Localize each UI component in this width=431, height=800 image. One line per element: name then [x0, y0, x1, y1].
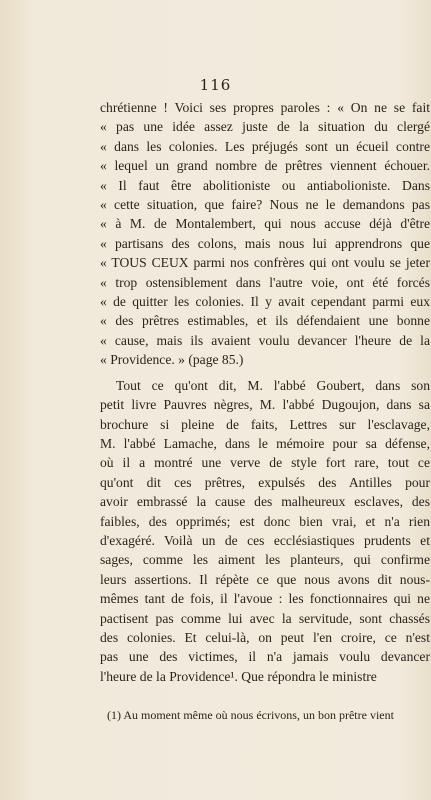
- text-line: petit livre Pauvres nègres, M. l'abbé Dugoujon, dans sa: [100, 397, 430, 413]
- text-line: pas une des victimes, il n'a jamais voulu devancer: [100, 649, 430, 665]
- text-line: « cause, mais ils avaient voulu devancer l'heure de la: [100, 332, 430, 348]
- text-line: « Il faut être abolitioniste ou antiabolioniste. Dans: [100, 177, 430, 193]
- text-line: « cette situation, que faire? Nous ne le demandons pas: [100, 197, 430, 213]
- text-line: « TOUS CEUX parmi nos confrères qui ont voulu se jeter: [100, 255, 430, 271]
- text-line: où il a montré une verve de style fort rare, tout ce: [100, 455, 430, 471]
- text-line: d'exagéré. Voilà un de ces ecclésiastiques prudents et: [100, 532, 430, 548]
- paragraph-2: [100, 376, 430, 687]
- text-line: sages, comme les aiment les planteurs, qui confirme: [100, 552, 430, 568]
- text-line: « dans les colonies. Les préjugés sont un écueil contre: [100, 138, 430, 154]
- body-text: [100, 98, 430, 686]
- paragraph-1: [100, 98, 430, 370]
- text-line: qu'ont dit ces prêtres, expulsés des Antilles pour: [100, 474, 430, 490]
- text-line: « des prêtres estimables, et ils défendaient une bonne: [100, 313, 430, 329]
- text-line: Tout ce qu'ont dit, M. l'abbé Goubert, dans son: [116, 377, 430, 393]
- text-line: « à M. de Montalembert, qui nous accuse déjà d'être: [100, 216, 430, 232]
- text-line: mêmes tant de fois, il l'avoue : les fonctionnaires qui ne: [100, 591, 430, 607]
- page-number: 116: [199, 76, 232, 94]
- text-line: « Providence. » (page 85.): [100, 352, 244, 368]
- text-line: « pas une idée assez juste de la situation du clergé: [100, 119, 430, 135]
- text-line: avoir embrassé la cause des malheureux esclaves, des: [100, 494, 430, 510]
- text-line: l'heure de la Providence¹. Que répondra le ministre: [100, 668, 377, 684]
- text-line: pactisent pas comme lui avec la servitude, sont chassés: [100, 610, 430, 626]
- text-line: faibles, des opprimés; est donc bien vrai, et n'a rien: [100, 513, 430, 529]
- footnote: (1) Au moment même où nous écrivons, un bon prêtre vient: [107, 708, 394, 722]
- text-line: des colonies. Et celui-là, on peut l'en croire, ce n'est: [100, 629, 430, 645]
- text-line: « de quitter les colonies. Il y avait cependant parmi eux: [100, 294, 430, 310]
- text-line: « partisans des colons, mais nous lui apprendrons que: [100, 235, 430, 251]
- text-line: M. l'abbé Lamache, dans le mémoire pour sa défense,: [100, 435, 430, 451]
- text-line: leurs assertions. Il répète ce que nous avons dit nous-: [100, 571, 430, 587]
- text-line: chrétienne ! Voici ses propres paroles : « On ne se fait: [100, 100, 430, 115]
- text-line: « lequel un grand nombre de prêtres viennent échouer.: [100, 158, 430, 174]
- text-line: « trop ostensiblement dans l'autre voie, ont été forcés: [100, 274, 430, 290]
- text-line: brochure si pleine de faits, Lettres sur l'esclavage,: [100, 416, 430, 432]
